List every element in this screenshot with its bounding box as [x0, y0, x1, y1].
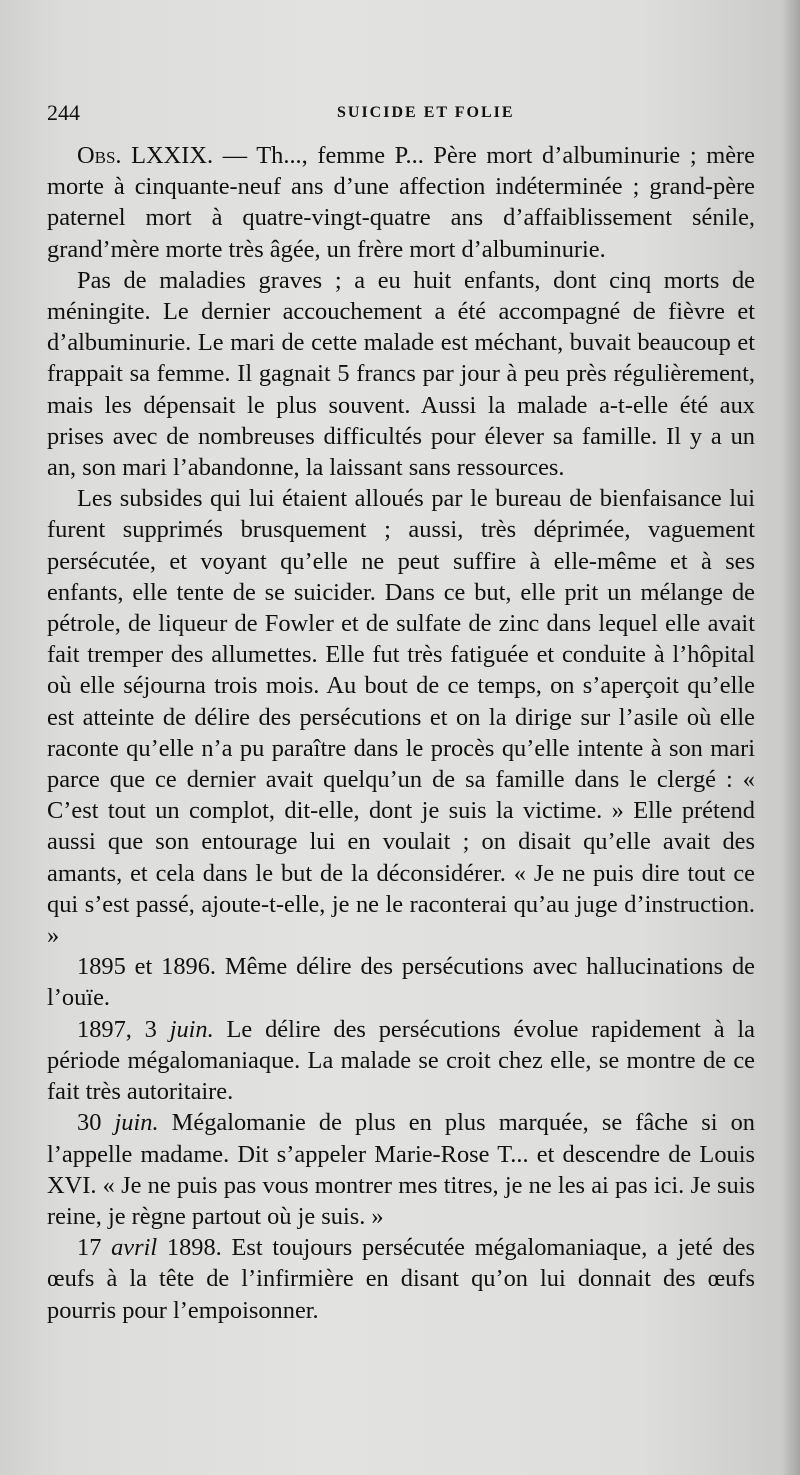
paragraph-1895: [47, 951, 755, 1013]
paragraph-case: [47, 483, 755, 951]
paragraph-observation: [47, 140, 755, 265]
paragraph-text: Le délire des persécutions évolue rapidement à la période mégalomaniaque. La malade se croit chez elle, se montre de ce fait très autoritaire.: [47, 1015, 755, 1106]
page-header: [47, 100, 752, 130]
observation-number: Obs. LXXIX.: [77, 142, 214, 169]
paragraph-text: — Th..., femme P... Père mort d’albuminurie ; mère morte à cinquante-neuf ans d’une affection indéterminée ; grand-père paternel mort à quatre-vingt-quatre ans d’affaiblissement sénile, grand’mère morte très âgée, un frère mort d’albuminurie.: [47, 142, 755, 263]
paragraph-1898: [47, 1232, 755, 1326]
date-lead: 1897, 3: [77, 1015, 170, 1043]
paragraph-history: [47, 265, 755, 483]
body-text: [47, 140, 755, 1326]
paragraph-text: 1898. Est toujours persécutée mégalomaniaque, a jeté des œufs à la tête de l’infirmière en disant qu’on lui donnait des œufs pourris pour l’empoisonner.: [47, 1234, 755, 1324]
paragraph-30-juin: [47, 1107, 755, 1232]
page-number: 244: [47, 100, 80, 125]
paragraph-text: Les subsides qui lui étaient alloués par le bureau de bienfaisance lui furent supprimés brusquement ; aussi, très déprimée, vaguement persécutée, et voyant qu’elle ne peut suffire à elle-même et à ses enfants, elle tente de se suicider. Dans ce but, elle prit un mélange de pétrole, de liqueur de Fowler et de sulfate de zinc dans lequel elle avait fait tremper des allumettes. Elle fut très fatiguée et conduite à l’hôpital où elle séjourna trois mois. Au bout de ce temps, on s’aperçoit qu’elle est atteinte de délire des persécutions et on la dirige sur l’asile où elle raconte qu’elle n’a pu paraître dans le procès qu’elle intente à son mari parce que ce dernier avait quelqu’un de sa famille dans le clergé : « C’est tout un complot, dit-elle, dont je suis la victime. » Elle prétend aussi que son entourage lui en voulait ; on disait qu’elle avait des amants, et cela dans le but de la déconsidérer. « Je ne puis dire tout ce qui s’est passé, ajoute-t-elle, je ne le raconterai qu’au juge d’instruction. »: [47, 485, 755, 950]
paragraph-text: Pas de maladies graves ; a eu huit enfants, dont cinq morts de méningite. Le dernier accouchement a été accompagné de fièvre et d’albuminurie. Le mari de cette malade est méchant, buvait beaucoup et frappait sa femme. Il gagnait 5 francs par jour à peu près régulièrement, mais les dépensait le plus souvent. Aussi la malade a-t-elle été aux prises avec de nombreuses difficultés pour élever sa famille. Il y a un an, son mari l’abandonne, la laissant sans ressources.: [47, 266, 755, 482]
date-month: juin.: [114, 1109, 159, 1137]
paragraph-text: Mégalomanie de plus en plus marquée, se fâche si on l’appelle madame. Dit s’appeler Marie-Rose T... et descendre de Louis XVI. « Je ne puis pas vous montrer mes titres, je ne les ai pas ici. Je suis reine, je règne partout où je suis. »: [47, 1109, 755, 1230]
running-title: SUICIDE ET FOLIE: [337, 104, 515, 121]
date-month: avril: [111, 1234, 158, 1262]
date-lead: 30: [77, 1109, 115, 1137]
paragraph-1897: [47, 1014, 755, 1108]
date-month: juin.: [169, 1015, 214, 1043]
paragraph-text: 1895 et 1896. Même délire des persécutions avec hallucinations de l’ouïe.: [47, 953, 755, 1012]
date-lead: 17: [77, 1234, 112, 1262]
